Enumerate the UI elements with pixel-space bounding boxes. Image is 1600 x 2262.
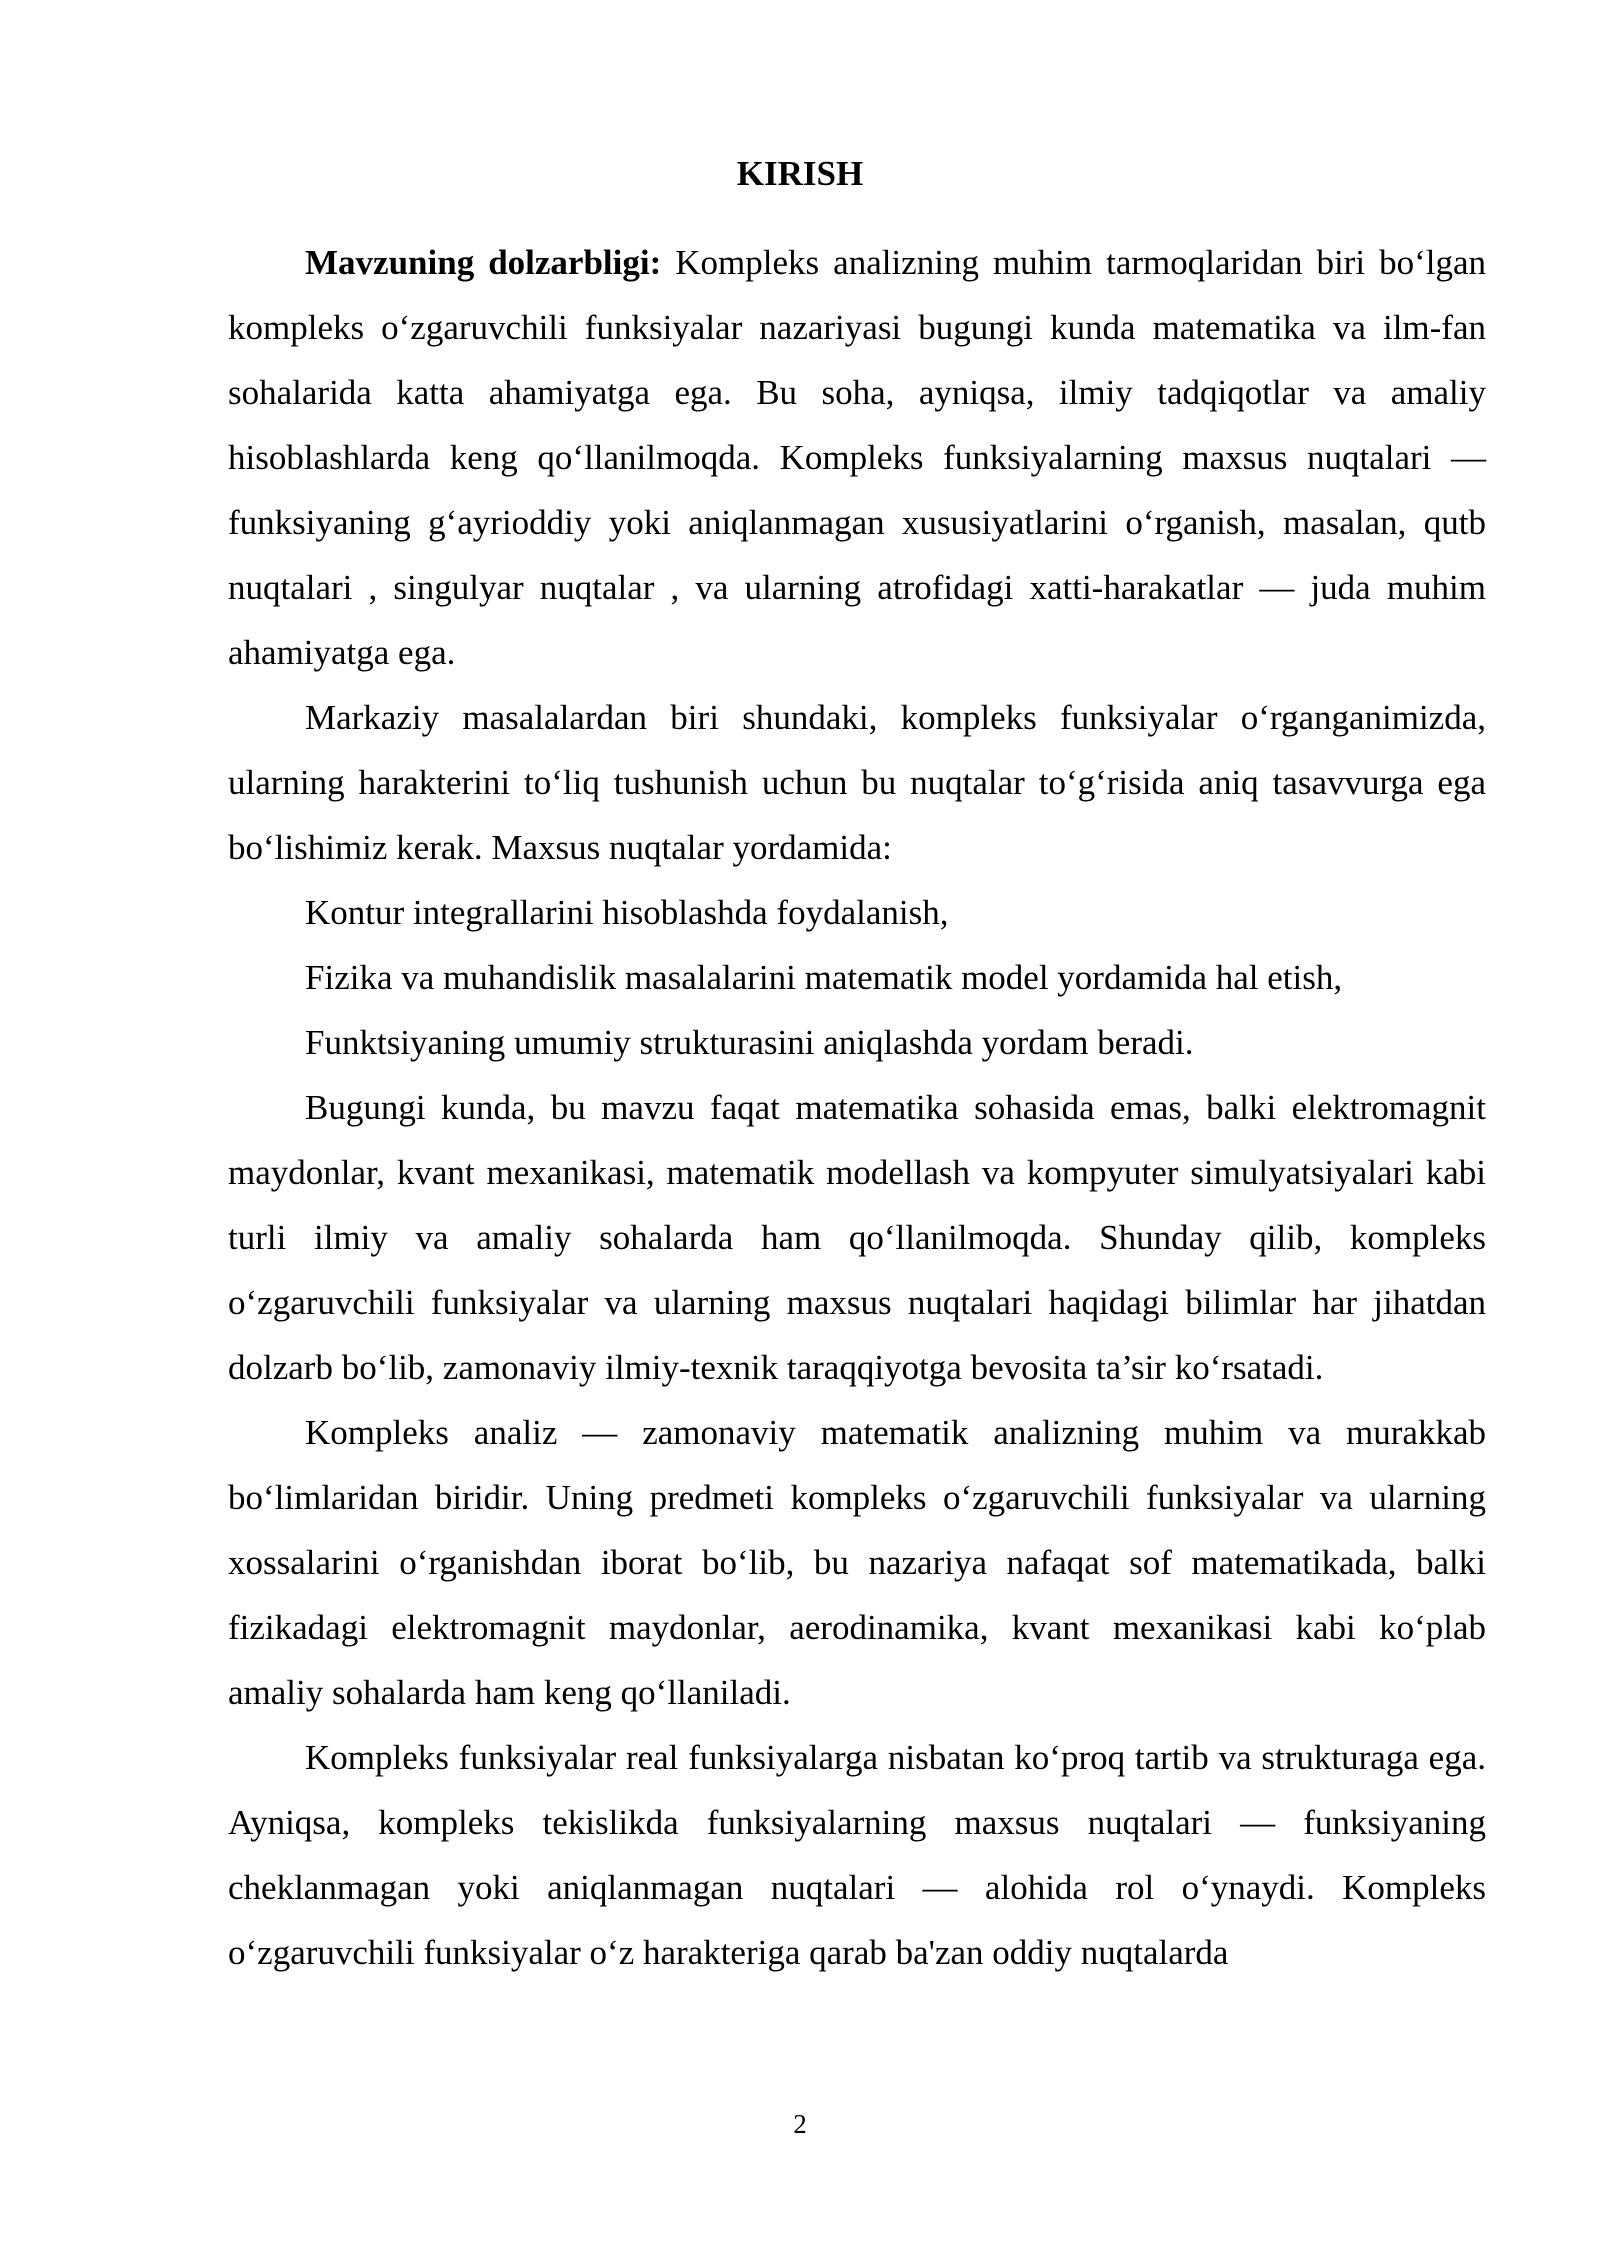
- paragraph-complex-analysis: Kompleks analiz — zamonaviy matematik analizning muhim va murakkab bo‘limlaridan biridir. Uning predmeti kompleks o‘zgaruvchili funksiyalar va ularning xossalarini o‘rganishdan iborat bo‘lib, bu nazariya nafaqat sof matematikada, balki fizikadagi elektromagnit maydonlar, aerodinamika, kvant mexanikasi kabi ko‘plab amaliy sohalarda ham keng qo‘llaniladi.: [228, 1413, 1486, 1712]
- paragraph-lead: Mavzuning dolzarbligi:: [305, 243, 662, 282]
- list-item: Funktsiyaning umumiy strukturasini aniqlashda yordam beradi.: [305, 1023, 1194, 1062]
- section-title: KIRISH: [736, 154, 864, 193]
- document-body: [228, 230, 1486, 1985]
- paragraph-text: Kompleks analizning muhim tarmoqlaridan biri bo‘lgan kompleks o‘zgaruvchili funksiyalar nazariyasi bugungi kunda matematika va ilm-fan sohalarida katta ahamiyatga ega. Bu soha, ayniqsa, ilmiy tadqiqotlar va amaliy hisoblashlarda keng qo‘llanilmoqda. Kompleks funksiyalarning maxsus nuqtalari — funksiyaning g‘ayrioddiy yoki aniqlanmagan xususiyatlarini o‘rganish, masalan, qutb nuqtalari , singulyar nuqtalar , va ularning atrofidagi xatti-harakatlar — juda muhim ahamiyatga ega.: [228, 243, 1486, 672]
- list-item: Fizika va muhandislik masalalarini matematik model yordamida hal etish,: [305, 958, 1343, 997]
- paragraph-applications: Bugungi kunda, bu mavzu faqat matematika sohasida emas, balki elektromagnit maydonlar, kvant mexanikasi, matematik modellash va kompyuter simulyatsiyalari kabi turli ilmiy va amaliy sohalarda ham qo‘llanilmoqda. Shunday qilib, kompleks o‘zgaruvchili funksiyalar va ularning maxsus nuqtalari haqidagi bilimlar har jihatdan dolzarb bo‘lib, zamonaviy ilmiy-texnik taraqqiyotga bevosita ta’sir ko‘rsatadi.: [228, 1088, 1486, 1387]
- page-number: 2: [793, 2109, 807, 2139]
- list-item: Kontur integrallarini hisoblashda foydalanish,: [305, 893, 949, 932]
- paragraph-relevance: [228, 230, 1486, 685]
- paragraph-central-problem: Markaziy masalalardan biri shundaki, kompleks funksiyalar o‘rganganimizda, ularning harakterini to‘liq tushunish uchun bu nuqtalar to‘g‘risida aniq tasavvurga ega bo‘lishimiz kerak. Maxsus nuqtalar yordamida:: [228, 698, 1486, 867]
- paragraph-complex-functions: Kompleks funksiyalar real funksiyalarga nisbatan ko‘proq tartib va strukturaga ega. Ayniqsa, kompleks tekislikda funksiyalarning maxsus nuqtalari — funksiyaning cheklanmagan yoki aniqlanmagan nuqtalari — alohida rol o‘ynaydi. Kompleks o‘zgaruvchili funksiyalar o‘z harakteriga qarab ba'zan oddiy nuqtalarda: [228, 1738, 1486, 1972]
